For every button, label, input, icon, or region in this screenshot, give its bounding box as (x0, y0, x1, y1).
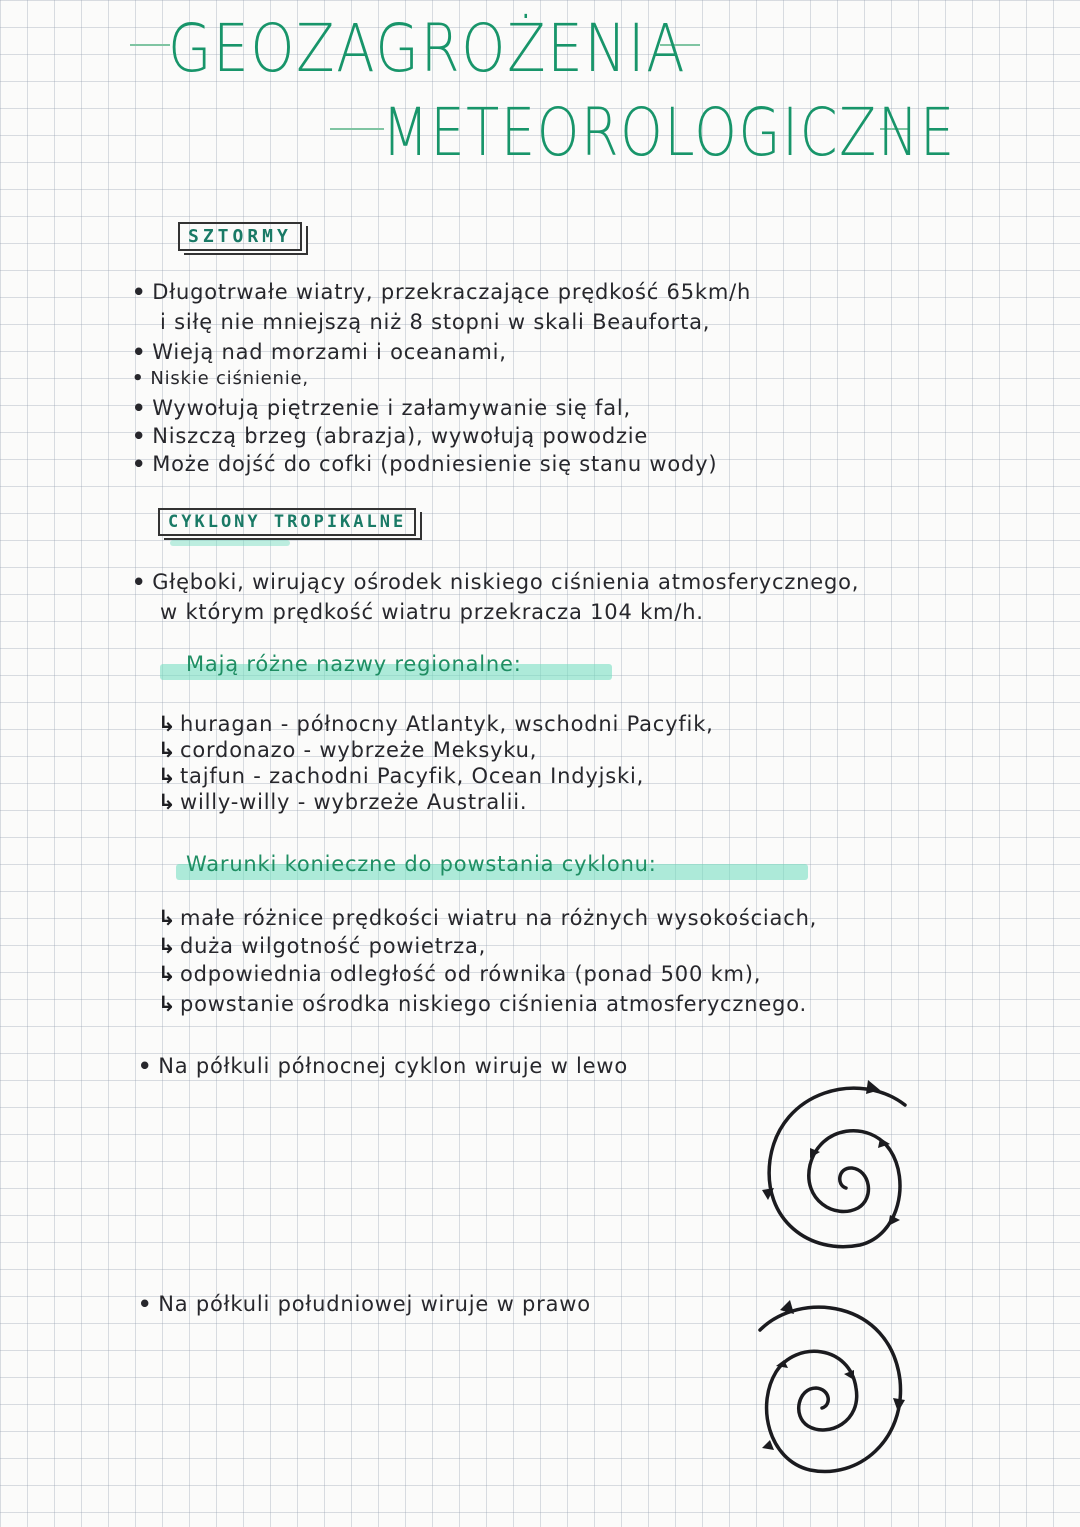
sztormy-bullet-5: • Niszczą brzeg (abrazja), wywołują powodzie (132, 424, 649, 448)
cyklony-definition-line2: w którym prędkość wiatru przekracza 104 km/h. (160, 600, 704, 624)
names-list-item (158, 764, 644, 788)
conditions-list-item (158, 992, 807, 1016)
names-item-1: huragan - północny Atlantyk, wschodni Pacyfik, (180, 712, 714, 736)
spiral-counterclockwise-icon (740, 1070, 920, 1270)
sztormy-bullet-6: • Może dojść do cofki (podniesienie się stanu wody) (132, 452, 718, 476)
spiral-clockwise-icon (740, 1290, 920, 1490)
names-item-4: willy-willy - wybrzeże Australii. (180, 790, 528, 814)
arrow-icon: ↳ (158, 962, 177, 986)
sztormy-bullet-1-cont: i siłę nie mniejszą niż 8 stopni w skali Beauforta, (160, 310, 711, 334)
sztormy-bullet-3-text: Niskie ciśnienie, (150, 368, 309, 389)
arrow-icon: ↳ (158, 934, 177, 958)
cyklony-definition-line1: Głęboki, wirujący ośrodek niskiego ciśnienia atmosferycznego, (152, 570, 860, 594)
names-header: Mają różne nazwy regionalne: (186, 652, 522, 676)
south-hemisphere-note: • Na półkuli południowej wiruje w prawo (138, 1292, 591, 1316)
sztormy-bullet-4-text: Wywołują piętrzenie i załamywanie się fal, (152, 396, 632, 420)
conditions-item-4: powstanie ośrodka niskiego ciśnienia atmosferycznego. (180, 992, 807, 1016)
arrow-icon: ↳ (158, 906, 177, 930)
sztormy-bullet-5-text: Niszczą brzeg (abrazja), wywołują powodzie (152, 424, 649, 448)
names-item-2: cordonazo - wybrzeże Meksyku, (180, 738, 538, 762)
sztormy-bullet-1: • Długotrwałe wiatry, przekraczające prędkość 65km/h (132, 280, 752, 304)
north-hemisphere-note: • Na półkuli północnej cyklon wiruje w lewo (138, 1054, 629, 1078)
north-hemisphere-text: Na półkuli północnej cyklon wiruje w lewo (158, 1054, 629, 1078)
arrow-icon: ↳ (158, 712, 177, 736)
arrow-icon: ↳ (158, 764, 177, 788)
names-list-item (158, 738, 537, 762)
page-title-line2: METEOROLOGICZNE (382, 94, 956, 171)
conditions-item-2: duża wilgotność powietrza, (180, 934, 487, 958)
sztormy-bullet-6-text: Może dojść do cofki (podniesienie się stanu wody) (152, 452, 718, 476)
conditions-header: Warunki konieczne do powstania cyklonu: (186, 852, 657, 876)
conditions-list-item (158, 906, 817, 930)
names-list-item (158, 790, 527, 814)
page-title-line1: GEOZAGROŻENIA (168, 10, 687, 87)
south-hemisphere-text: Na półkuli południowej wiruje w prawo (158, 1292, 591, 1316)
sztormy-bullet-4: • Wywołują piętrzenie i załamywanie się fal, (132, 396, 632, 420)
conditions-item-1: małe różnice prędkości wiatru na różnych wysokościach, (180, 906, 818, 930)
names-item-3: tajfun - zachodni Pacyfik, Ocean Indyjski, (180, 764, 645, 788)
conditions-list-item (158, 962, 761, 986)
arrow-icon: ↳ (158, 992, 177, 1016)
arrow-icon: ↳ (158, 738, 177, 762)
section-heading-cyklony: CYKLONY TROPIKALNE (158, 508, 416, 536)
conditions-item-3: odpowiednia odległość od równika (ponad 500 km), (180, 962, 762, 986)
sztormy-bullet-1-text: Długotrwałe wiatry, przekraczające prędkość 65km/h (152, 280, 752, 304)
section-heading-sztormy: SZTORMY (178, 222, 302, 251)
sztormy-bullet-2: • Wieją nad morzami i oceanami, (132, 340, 507, 364)
arrow-icon: ↳ (158, 790, 177, 814)
names-list-item (158, 712, 714, 736)
cyklony-definition: • Głęboki, wirujący ośrodek niskiego ciśnienia atmosferycznego, (132, 570, 860, 594)
sztormy-bullet-2-text: Wieją nad morzami i oceanami, (152, 340, 507, 364)
conditions-list-item (158, 934, 486, 958)
sztormy-bullet-3: • Niskie ciśnienie, (132, 368, 309, 389)
